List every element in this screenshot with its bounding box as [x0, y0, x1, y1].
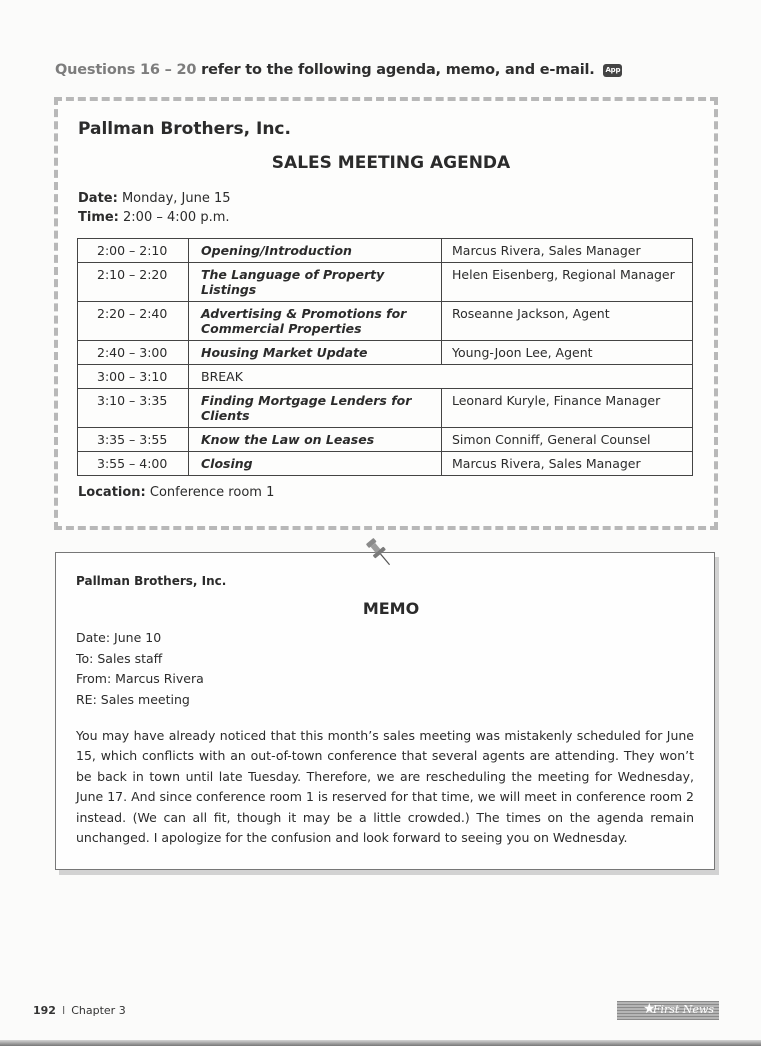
page-footer [33, 1004, 126, 1017]
agenda-location [78, 485, 274, 500]
table-row [78, 263, 693, 302]
row-speaker: Helen Eisenberg, Regional Manager [442, 263, 693, 302]
page-edge [0, 1040, 761, 1046]
agenda-time [78, 208, 231, 227]
row-topic: Housing Market Update [189, 341, 442, 365]
table-row-break [78, 365, 693, 389]
chapter-label: Chapter 3 [71, 1004, 126, 1017]
agenda-meta [78, 189, 231, 227]
row-time: 3:35 – 3:55 [78, 428, 189, 452]
memo-title: MEMO [362, 599, 420, 618]
location-value: Conference room 1 [149, 485, 275, 500]
row-speaker: Simon Conniff, General Counsel [442, 428, 693, 452]
footer-separator: I [61, 1004, 66, 1017]
time-value: 2:00 – 4:00 p.m. [123, 210, 230, 225]
row-time: 2:10 – 2:20 [78, 263, 189, 302]
row-topic: Know the Law on Leases [189, 428, 442, 452]
row-time: 2:20 – 2:40 [78, 302, 189, 341]
memo-to: To: Sales staff [76, 650, 163, 666]
publisher-logo [617, 1001, 719, 1020]
pushpin-icon [363, 536, 393, 570]
row-time: 3:00 – 3:10 [78, 365, 189, 389]
memo-re: RE: Sales meeting [76, 691, 190, 707]
table-row [78, 428, 693, 452]
row-speaker: Young-Joon Lee, Agent [442, 341, 693, 365]
row-time: 2:40 – 3:00 [78, 341, 189, 365]
memo-meta [76, 628, 204, 710]
memo-date: Date: June 10 [76, 630, 162, 645]
location-label: Location: [78, 485, 146, 500]
table-row [78, 302, 693, 341]
row-topic: Opening/Introduction [189, 239, 442, 263]
row-time: 3:55 – 4:00 [78, 452, 189, 476]
agenda-table [77, 238, 693, 476]
app-badge-icon: App [603, 64, 622, 77]
time-label: Time: [78, 210, 119, 225]
row-speaker: Leonard Kuryle, Finance Manager [442, 389, 693, 428]
table-row [78, 341, 693, 365]
row-topic: The Language of Property Listings [189, 263, 442, 302]
memo-document [55, 552, 715, 870]
question-instruction: refer to the following agenda, memo, and e-mail. [201, 62, 595, 78]
table-row [78, 452, 693, 476]
table-row [78, 389, 693, 428]
date-value: Monday, June 15 [121, 191, 231, 206]
table-row [78, 239, 693, 263]
memo-from: From: Marcus Rivera [76, 671, 204, 686]
row-time: 3:10 – 3:35 [78, 389, 189, 428]
date-label: Date: [78, 191, 118, 206]
question-header [55, 62, 622, 78]
row-topic: Advertising & Promotions for Commercial Properties [189, 302, 442, 341]
publisher-name: First News [652, 1003, 714, 1016]
row-topic: Closing [189, 452, 442, 476]
question-range: Questions 16 – 20 [55, 62, 197, 78]
agenda-document [54, 97, 718, 530]
page-number: 192 [33, 1004, 56, 1017]
row-topic: BREAK [189, 365, 693, 389]
row-speaker: Marcus Rivera, Sales Manager [442, 452, 693, 476]
agenda-company-name: Pallman Brothers, Inc. [78, 119, 291, 139]
agenda-date [78, 189, 231, 208]
agenda-title: SALES MEETING AGENDA [271, 153, 511, 173]
memo-body: You may have already noticed that this month’s sales meeting was mistakenly scheduled for June 15, which conflicts with an out-of-town conference that several agents are attending. They won’t be back in town until late Tuesday. Therefore, we are rescheduling the meeting for Wednesday, June 17. And since conference room 1 is reserved for that time, we will meet in conference room 2 instead. (We can all fit, though it may be a little crowded.) The times on the agenda remain unchanged. I apologize for the confusion and look forward to seeing you on Wednesday. [76, 728, 694, 846]
row-topic: Finding Mortgage Lenders for Clients [189, 389, 442, 428]
row-speaker: Marcus Rivera, Sales Manager [442, 239, 693, 263]
memo-company-name: Pallman Brothers, Inc. [76, 574, 227, 588]
star-icon: ★ [643, 1001, 656, 1017]
row-time: 2:00 – 2:10 [78, 239, 189, 263]
row-speaker: Roseanne Jackson, Agent [442, 302, 693, 341]
